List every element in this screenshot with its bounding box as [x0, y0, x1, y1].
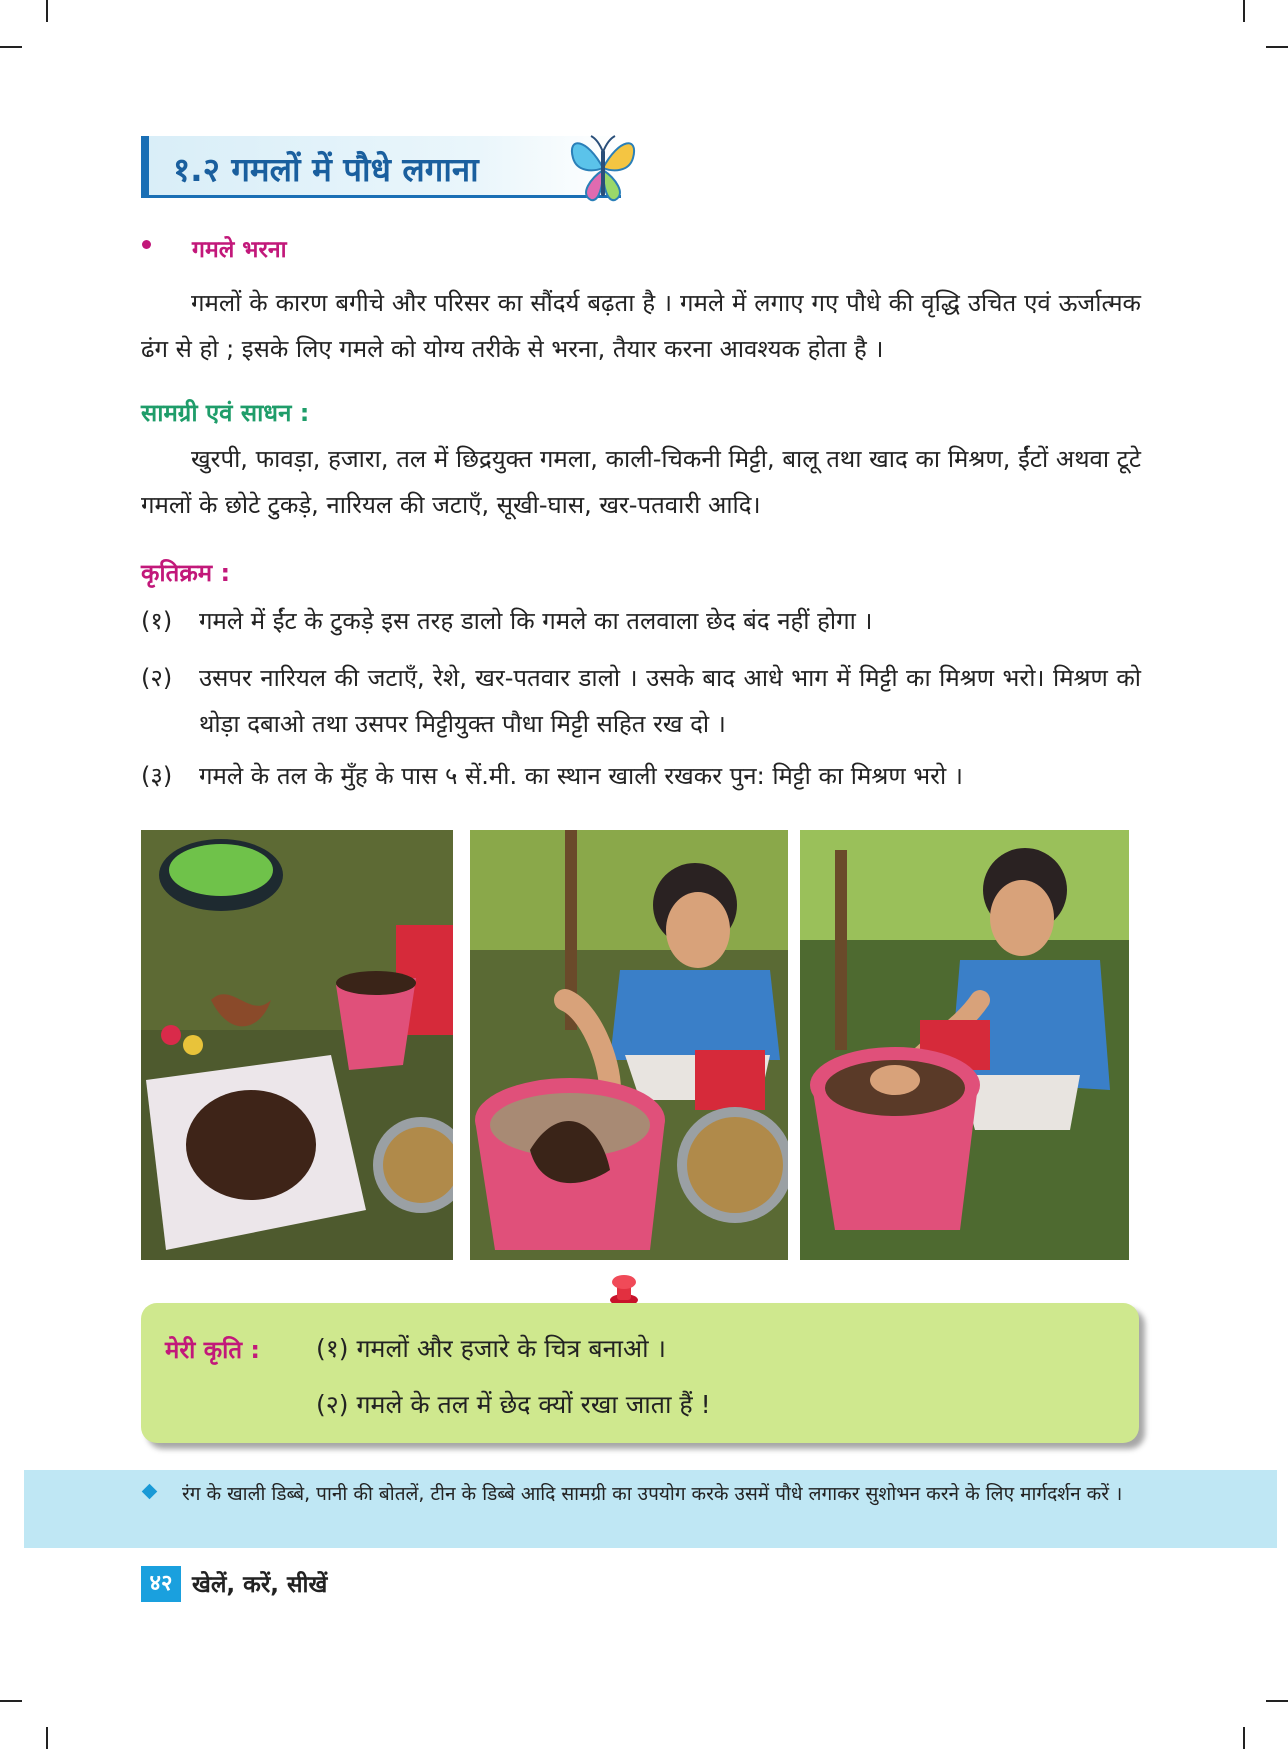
crop-mark — [46, 1727, 48, 1749]
subheading-filling-pots: गमले भरना — [192, 237, 287, 263]
crop-mark — [46, 0, 48, 22]
butterfly-icon — [567, 128, 639, 212]
photo-materials — [141, 830, 453, 1260]
crop-mark — [1243, 0, 1245, 22]
photo-filling-pot — [470, 830, 788, 1260]
procedure-step — [141, 598, 1141, 644]
crop-mark — [0, 46, 22, 48]
procedure-heading: कृतिक्रम : — [141, 559, 231, 587]
activity-item: (१) गमलों और हजारे के चित्र बनाओ । — [316, 1334, 666, 1363]
section-title-bar — [141, 136, 621, 198]
step-text: उसपर नारियल की जटाएँ, रेशे, खर-पतवार डालो । उसके बाद आधे भाग में मिट्टी का मिश्रण भरो। मिश्रण को थोड़ा दबाओ तथा उसपर मिट्टीयुक्त पौधा मिट्टी सहित रख दो । — [199, 664, 1141, 738]
section-title: १.२ गमलों में पौधे लगाना — [173, 150, 479, 189]
teacher-note — [24, 1470, 1277, 1548]
materials-heading: सामग्री एवं साधन : — [141, 399, 310, 427]
diamond-bullet-icon — [142, 1484, 158, 1500]
teacher-note-text: रंग के खाली डिब्बे, पानी की बोतलें, टीन के डिब्बे आदि सामग्री का उपयोग करके उसमें पौधे लगाकर सुशोभन करने के लिए मार्गदर्शन करें । — [182, 1483, 1123, 1505]
page-number: ४२ — [141, 1566, 181, 1602]
book-title: खेलें, करें, सीखें — [192, 1572, 328, 1598]
procedure-step — [141, 753, 1141, 799]
activity-item: (२) गमले के तल में छेद क्यों रखा जाता हैं ! — [316, 1390, 711, 1419]
materials-paragraph: खुरपी, फावड़ा, हजारा, तल में छिद्रयुक्त गमला, काली-चिकनी मिट्टी, बालू तथा खाद का मिश्रण, ईंटों अथवा टूटे गमलों के छोटे टुकड़े, नारियल की जटाएँ, सूखी-घास, खर-पतवारी आदि। — [141, 445, 1141, 519]
step-number: (२) — [141, 664, 173, 692]
activity-label: मेरी कृति : — [165, 1336, 261, 1364]
crop-mark — [1266, 1700, 1288, 1702]
intro-paragraph: गमलों के कारण बगीचे और परिसर का सौंदर्य बढ़ता है । गमले में लगाए गए पौधे की वृद्धि उचित एवं ऊर्जात्मक ढंग से हो ; इसके लिए गमले को योग्य तरीके से भरना, तैयार करना आवश्यक होता है । — [141, 289, 1141, 363]
step-text: गमले के तल के मुँह के पास ५ सें.मी. का स्थान खाली रखकर पुन: मिट्टी का मिश्रण भरो । — [199, 762, 963, 790]
step-number: (३) — [141, 762, 173, 790]
photo-placing-plant — [800, 830, 1129, 1260]
procedure-step — [141, 655, 1141, 747]
step-text: गमले में ईंट के टुकड़े इस तरह डालो कि गमले का तलवाला छेद बंद नहीं होगा । — [199, 607, 873, 635]
step-number: (१) — [141, 607, 173, 635]
crop-mark — [1243, 1727, 1245, 1749]
activity-box — [141, 1303, 1139, 1443]
crop-mark — [0, 1700, 22, 1702]
crop-mark — [1266, 46, 1288, 48]
bullet-icon — [142, 240, 151, 249]
